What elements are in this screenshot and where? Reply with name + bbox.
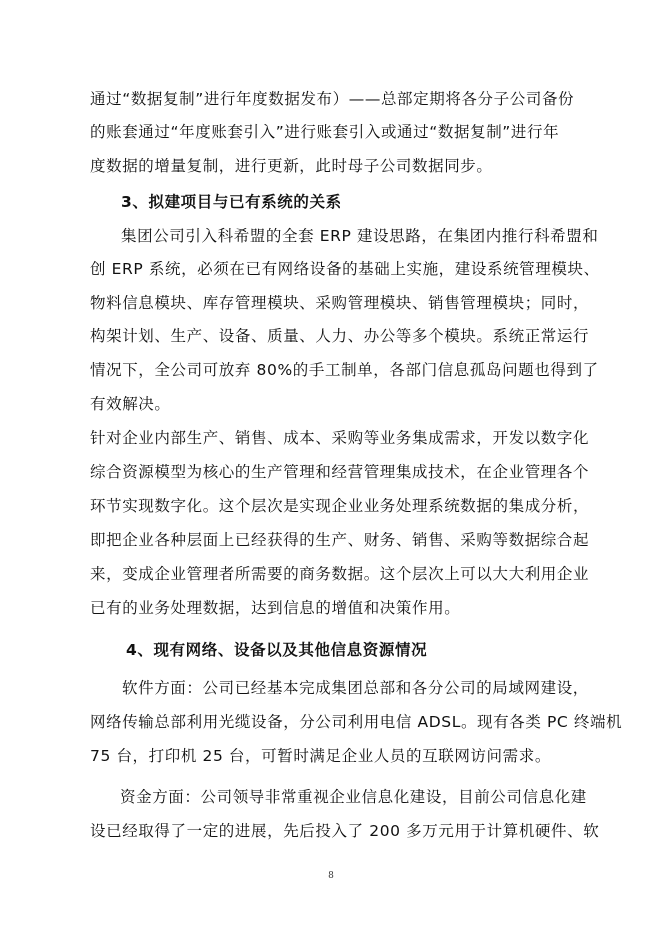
body-text-line: 75 台，打印机 25 台，可暂时满足企业人员的互联网访问需求。 bbox=[90, 747, 551, 765]
body-text-line: 已有的业务处理数据，达到信息的增值和决策作用。 bbox=[90, 599, 461, 617]
body-text-line: 环节实现数字化。这个层次是实现企业业务处理系统数据的集成分析， bbox=[90, 497, 590, 515]
body-text-line: 即把企业各种层面上已经获得的生产、财务、销售、采购等数据综合起 bbox=[90, 531, 590, 549]
body-text-line: 设已经取得了一定的进展，先后投入了 200 多万元用于计算机硬件、软 bbox=[90, 822, 600, 840]
body-text-line: 资金方面：公司领导非常重视企业信息化建设，目前公司信息化建 bbox=[120, 788, 587, 806]
section-heading-3: 3、拟建项目与已有系统的关系 bbox=[121, 193, 342, 211]
body-text-line: 情况下，全公司可放弃 80%的手工制单，各部门信息孤岛问题也得到了 bbox=[90, 361, 599, 379]
body-text-line: 的账套通过“年度账套引入”进行账套引入或通过“数据复制”进行年 bbox=[90, 123, 560, 141]
body-text-line: 通过“数据复制”进行年度数据发布）——总部定期将各分子公司备份 bbox=[90, 90, 575, 108]
body-text-line: 集团公司引入科希盟的全套 ERP 建设思路，在集团内推行科希盟和 bbox=[121, 227, 599, 245]
section-heading-4: 4、现有网络、设备以及其他信息资源情况 bbox=[126, 641, 428, 659]
body-text-line: 来，变成企业管理者所需要的商务数据。这个层次上可以大大利用企业 bbox=[90, 565, 590, 583]
body-text-line: 度数据的增量复制，进行更新，此时母子公司数据同步。 bbox=[90, 157, 493, 175]
body-text-line: 物料信息模块、库存管理模块、采购管理模块、销售管理模块；同时， bbox=[90, 294, 590, 312]
body-text-line: 软件方面：公司已经基本完成集团总部和各分公司的局域网建设， bbox=[122, 679, 589, 697]
body-text-line: 针对企业内部生产、销售、成本、采购等业务集成需求，开发以数字化 bbox=[90, 429, 590, 447]
body-text-line: 网络传输总部利用光缆设备，分公司利用电信 ADSL。现有各类 PC 终端机 bbox=[90, 713, 623, 731]
page-number: 8 bbox=[328, 871, 334, 881]
body-text-line: 创 ERP 系统，必须在已有网络设备的基础上实施，建设系统管理模块、 bbox=[90, 260, 600, 278]
body-text-line: 构架计划、生产、设备、质量、人力、办公等多个模块。系统正常运行 bbox=[90, 327, 590, 345]
body-text-line: 综合资源模型为核心的生产管理和经营管理集成技术，在企业管理各个 bbox=[90, 463, 590, 481]
body-text-line: 有效解决。 bbox=[90, 395, 171, 413]
